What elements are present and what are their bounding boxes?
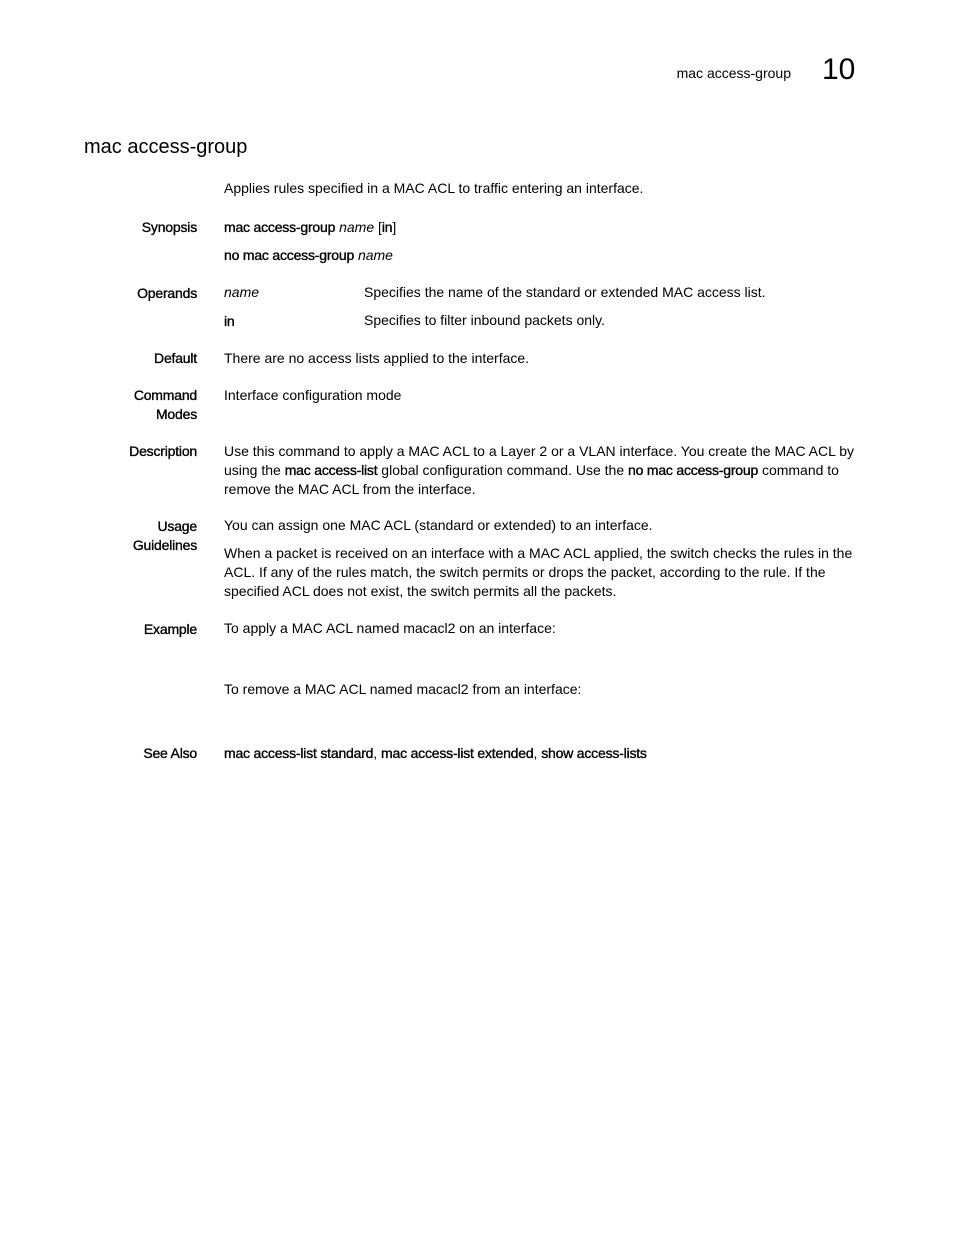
operand-name-desc: Specifies the name of the standard or extended MAC access list. (364, 284, 766, 300)
label-see-also: See Also (143, 745, 197, 761)
description-part-2: global configuration command. Use the (381, 462, 625, 478)
label-default: Default (154, 350, 197, 366)
running-header-section: mac access-group (676, 65, 791, 81)
description-keyword-mac-access-list: mac access-list (284, 462, 378, 478)
see-also-links (224, 744, 870, 763)
operand-in-desc: Specifies to filter inbound packets only. (364, 312, 605, 328)
usage-paragraph-1: You can assign one MAC ACL (standard or extended) to an interface. (224, 517, 653, 533)
label-command: Command (133, 387, 197, 403)
operand-in: in (224, 313, 235, 329)
synopsis-bracket-open: [ (378, 219, 382, 235)
chapter-number: 10 (822, 53, 856, 86)
link-show-access-lists[interactable]: show access-lists (541, 745, 647, 761)
label-operands: Operands (137, 285, 197, 301)
description-part-3: command to remove the MAC ACL from the interface. (224, 462, 839, 497)
label-guidelines: Guidelines (132, 537, 197, 553)
synopsis-no-arg-name: name (357, 247, 393, 263)
label-modes: Modes (155, 406, 197, 422)
operand-name: name (224, 284, 260, 300)
label-description: Description (129, 443, 197, 459)
see-also-separator: , (373, 745, 382, 761)
synopsis-line-2 (224, 246, 870, 265)
page-title: mac access-group (84, 136, 248, 158)
synopsis-bracket-close: ] (392, 219, 397, 235)
example-paragraph-2: To remove a MAC ACL named macacl2 from an interface: (224, 681, 582, 697)
label-example: Example (143, 621, 197, 637)
usage-paragraph-2: When a packet is received on an interface with a MAC ACL applied, the switch checks the rules in the ACL. If any of the rules match, the switch permits or drops the packet, according to the rule. If the specified ACL does not exist, the switch permits all the packets. (224, 545, 853, 599)
synopsis-no-command: no mac access-group (224, 247, 355, 263)
see-also-separator: , (533, 745, 542, 761)
link-mac-access-list-extended[interactable]: mac access-list extended (381, 745, 534, 761)
default-text: There are no access lists applied to the interface. (224, 350, 530, 366)
synopsis-line-1 (224, 218, 870, 237)
intro-text: Applies rules specified in a MAC ACL to traffic entering an interface. (224, 180, 644, 196)
label-usage: Usage (157, 518, 197, 534)
description-part-1: Use this command to apply a MAC ACL to a Layer 2 or a VLAN interface. You create the MAC ACL by using the (224, 443, 855, 478)
link-mac-access-list-standard[interactable]: mac access-list standard (224, 745, 374, 761)
description-keyword-no-mac-access-group: no mac access-group (628, 462, 759, 478)
label-synopsis: Synopsis (141, 219, 197, 235)
description-text (224, 442, 870, 499)
example-paragraph-1: To apply a MAC ACL named macacl2 on an interface: (224, 620, 556, 636)
command-modes-text: Interface configuration mode (224, 387, 402, 403)
synopsis-arg-name: name (339, 219, 375, 235)
synopsis-command: mac access-group (224, 219, 336, 235)
synopsis-opt-in: in (381, 219, 393, 235)
